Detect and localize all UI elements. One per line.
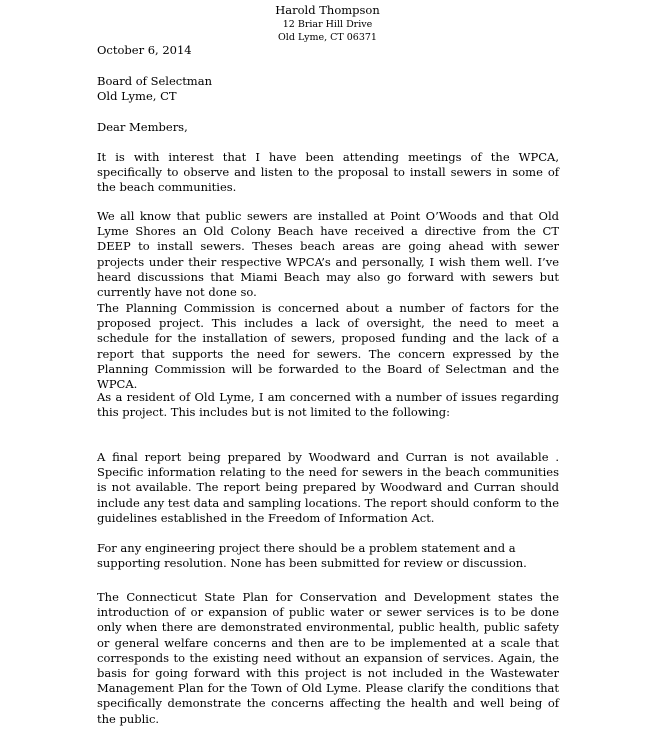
paragraph-final-report: A final report being prepared by Woodward and Curran is not available . Specific information relating to the need for sewers in the beach communities is not available. The report being prepared by Woodward and Curran should include any test data and sampling locations. The report should conform to the guidelines established in the Freedom of Information Act. (97, 450, 559, 525)
paragraph-beaches: We all know that public sewers are installed at Point O’Woods and that Old Lyme Shores an Old Colony Beach have received a directive from the CT DEEP to install sewers. Theses beach areas are going ahead with sewer projects under their respective WPCA’s and personally, I wish them well. I’ve heard discussions that Miami Beach may also go forward with sewers but currently have not done so. (97, 209, 559, 300)
sender-name: Harold Thompson (275, 3, 380, 17)
recipient-line-2: Old Lyme, CT (97, 89, 177, 103)
sender-city: Old Lyme, CT 06371 (278, 32, 377, 43)
recipient-line-1: Board of Selectman (97, 74, 212, 88)
paragraph-state-plan: The Connecticut State Plan for Conservation and Development states the introduction of or expansion of public water or sewer services is to be done only when there are demonstrated environmental, public health, public safety or general welfare concerns and then are to be implemented at a scale that corresponds to the existing need without an expansion of services. Again, the basis for going forward with this project is not included in the Wastewater Management Plan for the Town of Old Lyme. Please clarify the conditions that specifically demonstrate the concerns affecting the health and well being of the public. (97, 590, 559, 726)
paragraph-resident-concerns: As a resident of Old Lyme, I am concerned with a number of issues regarding this project. This includes but is not limited to the following: (97, 390, 559, 420)
sender-street: 12 Briar Hill Drive (282, 19, 373, 30)
paragraph-intro: It is with interest that I have been attending meetings of the WPCA, specifically to observe and listen to the proposal to install sewers in some of the beach communities. (97, 150, 559, 195)
paragraph-planning-commission: The Planning Commission is concerned about a number of factors for the proposed project. This includes a lack of oversight, the need to meet a schedule for the installation of sewers, proposed funding and the lack of a report that supports the need for sewers. The concern expressed by the Planning Commission will be forwarded to the Board of Selectman and the WPCA. (97, 301, 559, 392)
letter-date: October 6, 2014 (97, 43, 192, 57)
paragraph-problem-statement: For any engineering project there should be a problem statement and a supporting resolution. None has been submitted for review or discussion. (97, 541, 527, 571)
sender-block (230, 3, 425, 44)
salutation: Dear Members, (97, 120, 188, 134)
